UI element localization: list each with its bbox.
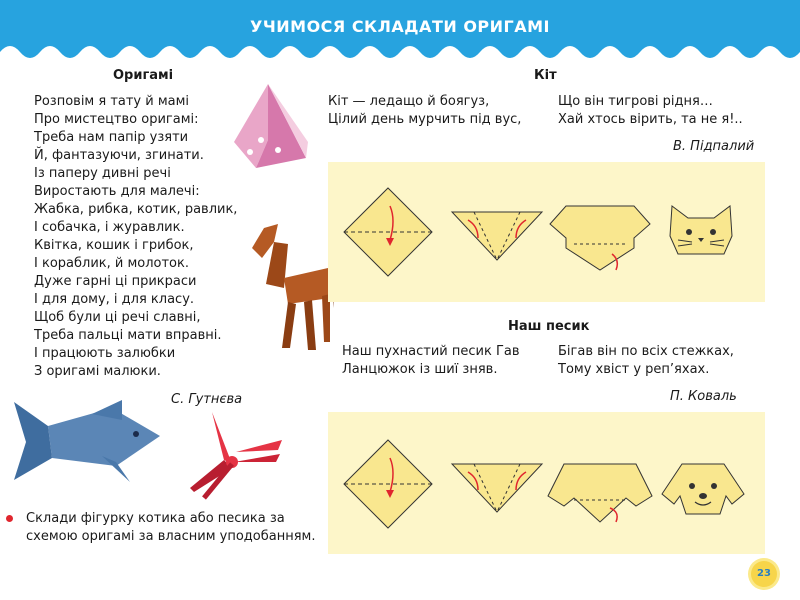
poem-line: І працюють залюбки <box>34 346 176 361</box>
poem-dog-author: П. Коваль <box>670 389 737 404</box>
horse-origami-icon <box>244 218 334 358</box>
poem-origami-text <box>34 93 237 381</box>
header-wave <box>0 38 800 64</box>
poem-line: Жабка, рибка, котик, равлик, <box>34 202 238 217</box>
dog-diagram-panel <box>328 412 765 554</box>
poem-dog-col1: Наш пухнастий песик Гав Ланцюжок із шиї зняв. <box>342 344 520 377</box>
poem-line: Квітка, кошик і грибок, <box>34 238 194 253</box>
poem-line: І собачка, і журавлик. <box>34 220 185 235</box>
poem-cat-col1: Кіт — ледащо й боягуз, Цілий день мурчить під вус, <box>328 94 522 127</box>
task-instruction: Склади фігурку котика або песика за схемою оригамі за власним уподобанням. <box>26 510 316 546</box>
poem-title-dog: Наш песик <box>508 319 590 334</box>
task-bullet-icon <box>6 515 13 522</box>
poem-line: Про мистецтво оригамі: <box>34 112 199 127</box>
cat-diagram-panel <box>328 162 765 302</box>
poem-cat-col2: Що він тигрові рідня… Хай хтось вірить, та не я!.. <box>558 94 743 127</box>
poem-origami-author: С. Гутнєва <box>171 392 243 407</box>
poem-title-origami: Оригамі <box>113 68 174 83</box>
poem-line: І кораблик, й молоток. <box>34 256 189 271</box>
dog-fold-diagram <box>328 412 765 554</box>
poem-title-cat: Кіт <box>534 68 557 83</box>
fish-origami-icon <box>12 396 162 486</box>
cat-face-icon <box>670 206 732 254</box>
poem-line: І для дому, і для класу. <box>34 292 195 307</box>
poem-line: Дуже гарні ці прикраси <box>34 274 197 289</box>
poem-line: Треба пальці мати вправні. <box>34 328 222 343</box>
poem-dog-col2: Бігав він по всіх стежках, Тому хвіст у реп’яхах. <box>558 344 734 377</box>
poem-cat-author: В. Підпалий <box>673 139 755 154</box>
poem-line: Щоб були ці речі славні, <box>34 310 201 325</box>
page-title: УЧИМОСЯ СКЛАДАТИ ОРИГАМІ <box>250 17 550 36</box>
poem-line: Виростають для малечі: <box>34 184 200 199</box>
page-number-badge: 23 <box>751 561 777 587</box>
dog-face-icon <box>662 464 744 514</box>
poem-line: Розповім я тату й мамі <box>34 94 190 109</box>
pyramid-origami-icon <box>226 80 312 176</box>
poem-line: З оригамі малюки. <box>34 364 161 379</box>
cat-fold-diagram <box>328 162 765 302</box>
poem-line: Із паперу дивні речі <box>34 166 171 181</box>
dragonfly-origami-icon <box>184 412 284 502</box>
poem-line: Треба нам папір узяти <box>34 130 189 145</box>
poem-line: Й, фантазуючи, згинати. <box>34 148 204 163</box>
